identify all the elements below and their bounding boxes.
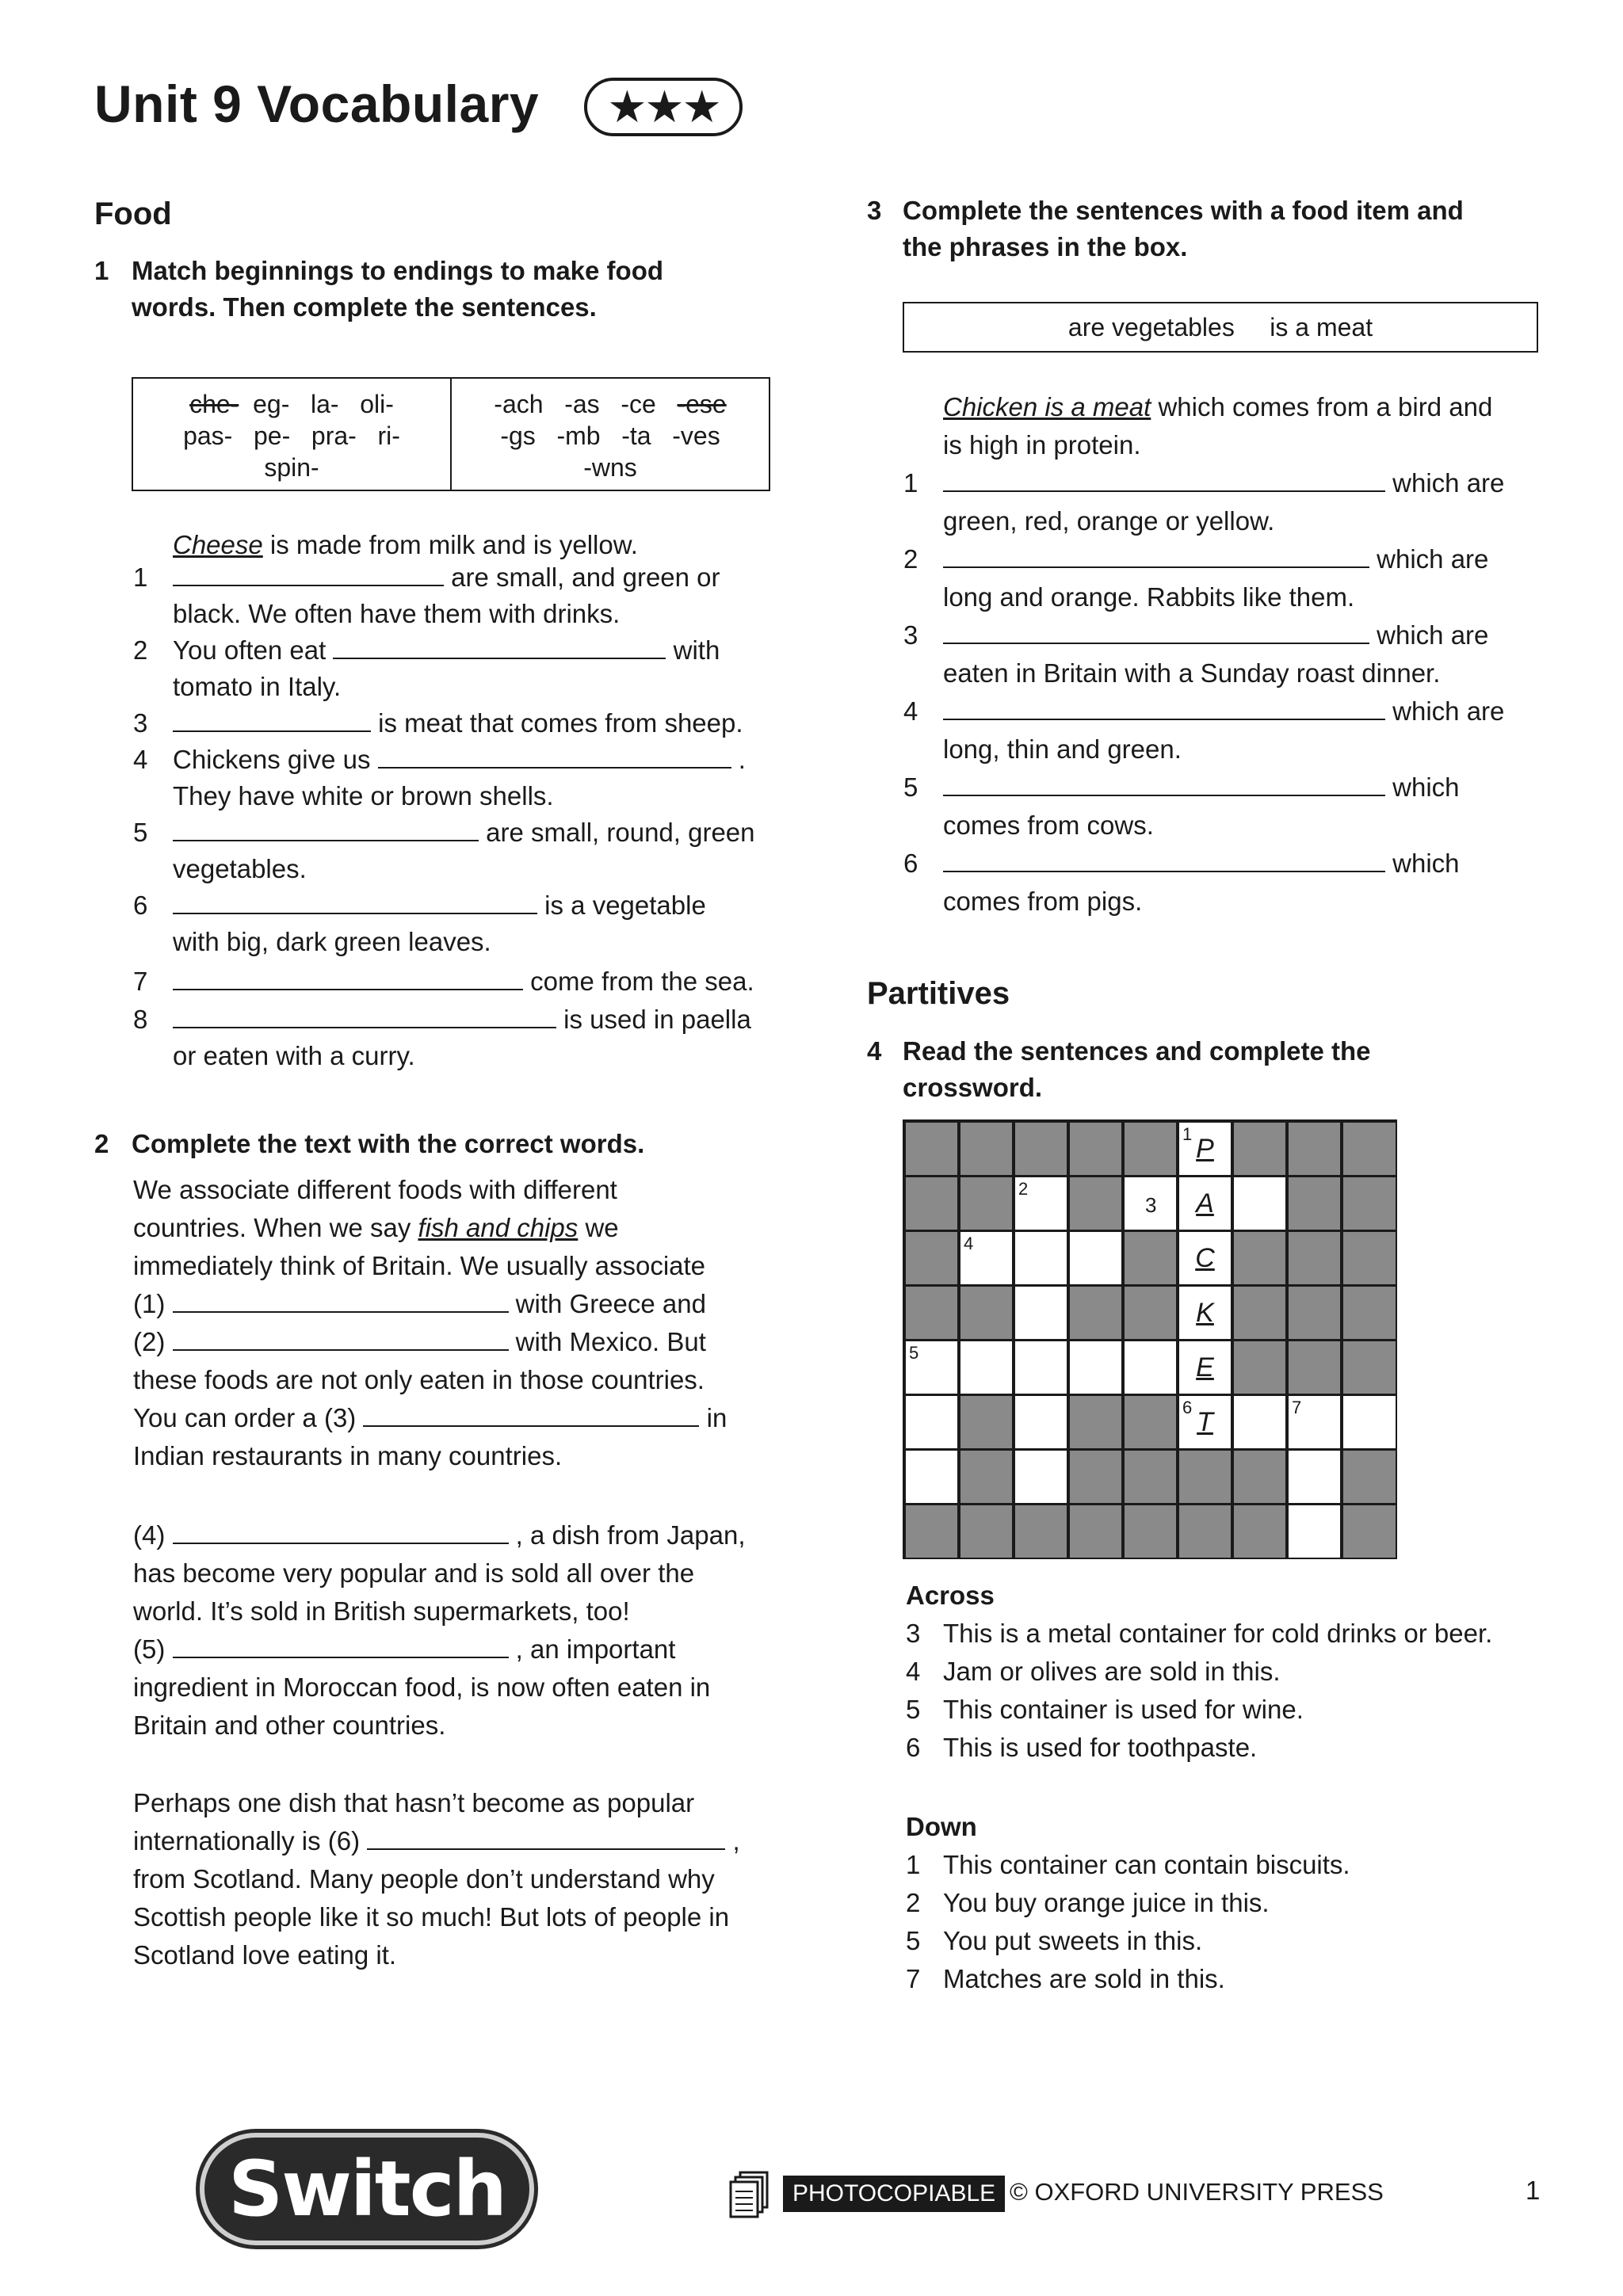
answer-blank[interactable] [943, 771, 1385, 796]
ex3-phrase-box-text: are vegetables is a meat [1067, 313, 1373, 341]
answer-blank[interactable] [173, 1519, 509, 1544]
switch-logo: Switch [200, 2133, 534, 2245]
crossword-cell[interactable] [1014, 1449, 1068, 1505]
crossword-cell[interactable]: C [1178, 1230, 1232, 1286]
ex3-item-5: 5 which comes from cows. [903, 772, 1460, 840]
publisher-credit: © OXFORD UNIVERSITY PRESS [1010, 2178, 1384, 2206]
crossword-cell[interactable] [1014, 1394, 1068, 1450]
ex3-phrase-box [903, 302, 1538, 353]
answer-blank[interactable] [943, 543, 1369, 568]
ex2-paragraph-3: Perhaps one dish that hasn’t become as popular internationally is (6) , from Scotland. Many people don’t understand why Scottish people like it so much! But lots of people in Scotland love eating it. [133, 1788, 740, 1970]
crossword-cell[interactable]: 6 T [1178, 1394, 1232, 1450]
ex3-item-1: 1 which are green, red, orange or yellow. [903, 468, 1505, 536]
photocopiable-badge: PHOTOCOPIABLE [783, 2176, 1005, 2212]
answer-blank[interactable] [943, 695, 1385, 720]
ex4-instruction-line2: crossword. [903, 1073, 1043, 1102]
ex3-item-3: 3 which are eaten in Britain with a Sunday roast dinner. [903, 620, 1489, 688]
down-clues: Down 1 This container can contain biscuits. 2 You buy orange juice in this. 5 You put sweets in this. 7 Matches are sold in this. [906, 1808, 1603, 1998]
answer-blank[interactable] [173, 1325, 509, 1351]
crossword-cell[interactable]: K [1178, 1285, 1232, 1341]
crossword-grid [903, 1119, 1397, 1559]
ex4-instruction-line1: Read the sentences and complete the [903, 1036, 1371, 1066]
ex4-number: 4 [867, 1036, 882, 1066]
answer-blank[interactable] [943, 847, 1385, 872]
crossword-cell[interactable] [1068, 1230, 1123, 1286]
page-number: 1 [1526, 2176, 1541, 2205]
ex1-number: 1 [94, 256, 109, 285]
answer-blank[interactable] [363, 1402, 699, 1427]
difficulty-stars-badge: ★★★ [584, 78, 743, 136]
crossword-cell[interactable] [1342, 1394, 1397, 1450]
crossword-cell[interactable] [1287, 1449, 1342, 1505]
answer-blank[interactable] [173, 816, 479, 841]
answer-blank[interactable] [173, 561, 444, 586]
ex1-word-box [132, 377, 770, 491]
crossword-cell[interactable] [1287, 1504, 1342, 1559]
word-box-right-line1: -ach -as -ce -ese [494, 390, 727, 418]
answer-blank[interactable] [173, 889, 537, 914]
crossword-cell[interactable] [959, 1340, 1014, 1395]
crossword-cell[interactable]: 5 [904, 1340, 959, 1395]
crossword-cell[interactable]: A [1178, 1176, 1232, 1231]
page-title: Unit 9 Vocabulary [94, 74, 540, 133]
ex3-item-6: 6 which comes from pigs. [903, 849, 1460, 916]
photocopy-icon [727, 2171, 772, 2220]
section-heading-partitives: Partitives [867, 976, 1010, 1011]
crossword-cell[interactable]: 4 [959, 1230, 1014, 1286]
answer-blank[interactable] [173, 707, 371, 732]
answer-blank[interactable] [173, 965, 523, 990]
crossword-cell[interactable]: 2 [1014, 1176, 1068, 1231]
crossword-cell[interactable]: 1 P [1178, 1121, 1232, 1177]
across-heading: Across [906, 1581, 995, 1610]
ex3-example: Chicken is a meat which comes from a bird and is high in protein. [943, 392, 1493, 460]
ex3-item-2: 2 which are long and orange. Rabbits like them. [903, 544, 1489, 612]
ex2-number: 2 [94, 1129, 109, 1158]
answer-blank[interactable] [173, 1633, 509, 1658]
word-box-left-line3: spin- [264, 453, 319, 482]
word-box-left-line2: pas- pe- pra- ri- [183, 421, 400, 450]
word-box-right-line2: -gs -mb -ta -ves [500, 421, 720, 450]
word-box-right-line3: -wns [583, 453, 637, 482]
crossword-cell[interactable]: E [1178, 1340, 1232, 1395]
answer-blank[interactable] [367, 1825, 725, 1850]
crossword-cell[interactable] [904, 1449, 959, 1505]
crossword-cell[interactable] [1014, 1285, 1068, 1341]
answer-blank[interactable] [943, 467, 1385, 492]
crossword-cell[interactable] [1232, 1394, 1287, 1450]
ex3-item-4: 4 which are long, thin and green. [903, 696, 1505, 764]
answer-blank[interactable] [173, 1287, 509, 1313]
crossword-cell[interactable] [1014, 1230, 1068, 1286]
ex1-example: Cheese is made from milk and is yellow. [173, 530, 638, 559]
ex1-instruction-line1: Match beginnings to endings to make food [132, 256, 664, 285]
ex2-instruction: Complete the text with the correct words. [132, 1129, 645, 1158]
crossword-cell[interactable]: 7 [1287, 1394, 1342, 1450]
answer-blank[interactable] [173, 1003, 556, 1028]
ex1-instruction-line2: words. Then complete the sentences. [132, 292, 597, 322]
ex3-instruction-line1: Complete the sentences with a food item and [903, 196, 1464, 225]
ex3-items [903, 464, 1569, 921]
crossword-cell[interactable]: 3 [1123, 1176, 1178, 1231]
answer-blank[interactable] [943, 619, 1369, 644]
answer-blank[interactable] [378, 743, 731, 769]
across-clues: Across 3 This is a metal container for cold drinks or beer. 4 Jam or olives are sold in this. 5 This container is used for wine. 6 This is used for toothpaste. [906, 1577, 1603, 1767]
word-box-left-line1: che- eg- la- oli- [189, 390, 394, 418]
ex3-instruction-line2: the phrases in the box. [903, 232, 1188, 261]
section-heading-food: Food [94, 196, 172, 231]
crossword-cell[interactable] [904, 1394, 959, 1450]
crossword-cell[interactable] [1014, 1340, 1068, 1395]
crossword-cell[interactable] [1123, 1340, 1178, 1395]
down-heading: Down [906, 1812, 977, 1841]
crossword-cell[interactable] [1068, 1340, 1123, 1395]
ex2-paragraph-2: (4) , a dish from Japan, has become very popular and is sold all over the world. It’s sold in British supermarkets, too! (5) , an important ingredient in Moroccan food, is now often eaten in Britain and other countries. [133, 1520, 746, 1740]
answer-blank[interactable] [333, 634, 666, 659]
ex3-number: 3 [867, 196, 882, 225]
ex2-paragraph-1: We associate different foods with different countries. When we say fish and chips we immediately think of Britain. We usually associate (1) with Greece and (2) with Mexico. But these foods are not only eaten in those countries. You can order a (3) in Indian restaurants in many countries. [133, 1175, 727, 1470]
crossword-cell[interactable] [1232, 1176, 1287, 1231]
